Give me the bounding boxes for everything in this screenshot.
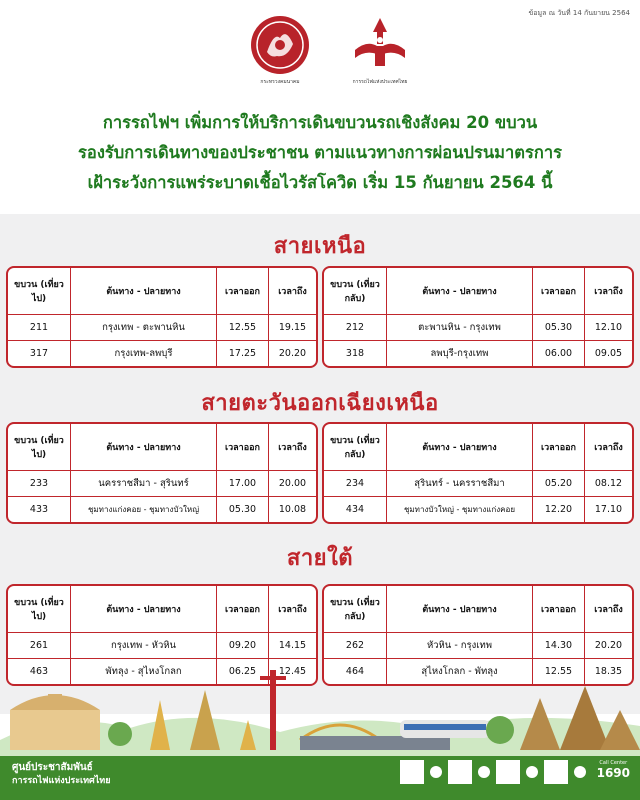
route: กรุงเทพ - หัวหิน <box>70 633 216 658</box>
srt-emblem-icon <box>349 14 411 76</box>
depart-time: 17.25 <box>216 341 268 366</box>
south-return-table <box>322 584 634 686</box>
headline-line-1: การรถไฟฯ เพิ่มการให้บริการเดินขบวนรถเชิงสังคม 20 ขบวน <box>102 113 538 132</box>
arrive-time: 10.08 <box>268 497 316 522</box>
arrive-time: 18.35 <box>584 659 632 684</box>
table-row <box>324 632 632 658</box>
depart-time: 05.30 <box>532 315 584 340</box>
table-header-row <box>8 424 316 470</box>
col-header-route: ต้นทาง - ปลายทาง <box>70 268 216 314</box>
section-title-south: สายใต้ <box>286 546 354 571</box>
north-outbound-table <box>6 266 318 368</box>
twitter-icon[interactable] <box>478 766 490 778</box>
depart-time: 09.20 <box>216 633 268 658</box>
route: พัทลุง - สุไหงโกลก <box>70 659 216 684</box>
qr-code-icon[interactable] <box>496 760 520 784</box>
arrive-time: 14.15 <box>268 633 316 658</box>
col-header-arrive: เวลาถึง <box>584 268 632 314</box>
col-header-depart: เวลาออก <box>532 586 584 632</box>
qr-code-icon[interactable] <box>544 760 568 784</box>
col-header-depart: เวลาออก <box>216 424 268 470</box>
depart-time: 06.00 <box>532 341 584 366</box>
table-row <box>324 470 632 496</box>
table-row <box>324 496 632 522</box>
col-header-train: ขบวน (เที่ยวไป) <box>14 598 64 622</box>
table-row <box>8 340 316 366</box>
route: สุไหงโกลก - พัทลุง <box>386 659 532 684</box>
depart-time: 05.20 <box>532 471 584 496</box>
table-row <box>324 658 632 684</box>
col-header-route: ต้นทาง - ปลายทาง <box>70 424 216 470</box>
footer-subtitle: การรถไฟแห่งประเทศไทย <box>12 776 111 786</box>
app-icon[interactable] <box>400 760 424 784</box>
section-title-north: สายเหนือ <box>273 234 367 259</box>
depart-time: 05.30 <box>216 497 268 522</box>
table-header-row <box>8 268 316 314</box>
table-row <box>324 314 632 340</box>
table-row <box>324 340 632 366</box>
route: หัวหิน - กรุงเทพ <box>386 633 532 658</box>
section-title-northeast: สายตะวันออกเฉียงเหนือ <box>201 391 439 416</box>
col-header-arrive: เวลาถึง <box>268 268 316 314</box>
train-number: 317 <box>29 348 49 359</box>
col-header-route: ต้นทาง - ปลายทาง <box>386 424 532 470</box>
table-row <box>8 632 316 658</box>
srt-caption: การรถไฟแห่งประเทศไทย <box>352 79 408 85</box>
table-row <box>8 470 316 496</box>
train-number: 234 <box>345 478 365 489</box>
table-row <box>8 496 316 522</box>
call-center-label: Call Center <box>599 760 628 766</box>
south-outbound-table <box>6 584 318 686</box>
table-header-row <box>8 586 316 632</box>
ministry-seal-icon <box>249 14 311 76</box>
table-header-row <box>324 424 632 470</box>
northeast-outbound-table <box>6 422 318 524</box>
col-header-arrive: เวลาถึง <box>584 424 632 470</box>
footer-bar <box>0 756 640 800</box>
facebook-icon[interactable] <box>430 766 442 778</box>
col-header-depart: เวลาออก <box>216 586 268 632</box>
ministry-logo <box>240 14 320 86</box>
table-row <box>8 314 316 340</box>
train-number: 318 <box>345 348 365 359</box>
qr-code-icon[interactable] <box>448 760 472 784</box>
depart-time: 17.00 <box>216 471 268 496</box>
col-header-train: ขบวน (เที่ยวไป) <box>14 436 64 460</box>
col-header-depart: เวลาออก <box>532 268 584 314</box>
arrive-time: 20.20 <box>268 341 316 366</box>
arrive-time: 09.05 <box>584 341 632 366</box>
col-header-train: ขบวน (เที่ยวกลับ) <box>330 280 380 304</box>
col-header-train: ขบวน (เที่ยวกลับ) <box>330 598 380 622</box>
train-number: 262 <box>345 640 365 651</box>
arrive-time: 08.12 <box>584 471 632 496</box>
train-number: 233 <box>29 478 49 489</box>
route: สุรินทร์ - นครราชสีมา <box>386 471 532 496</box>
train-number: 464 <box>345 666 365 677</box>
table-header-row <box>324 586 632 632</box>
col-header-route: ต้นทาง - ปลายทาง <box>386 586 532 632</box>
arrive-time: 17.10 <box>584 497 632 522</box>
ministry-caption: กระทรวงคมนาคม <box>260 79 300 85</box>
depart-time: 14.30 <box>532 633 584 658</box>
depart-time: 12.55 <box>532 659 584 684</box>
depart-time: 12.20 <box>532 497 584 522</box>
headline-line-2: รองรับการเดินทางของประชาชน ตามแนวทางการผ่อนปรนมาตรการ <box>78 143 562 162</box>
route: กรุงเทพ - ตะพานหิน <box>70 315 216 340</box>
srt-logo <box>340 14 420 86</box>
call-center <box>597 760 630 780</box>
route: ชุมทางแก่งคอย - ชุมทางบัวใหญ่ <box>70 497 216 522</box>
call-center-number: 1690 <box>596 766 630 780</box>
col-header-train: ขบวน (เที่ยวกลับ) <box>330 436 380 460</box>
train-number: 434 <box>345 504 365 515</box>
headline-line-3: เฝ้าระวังการแพร่ระบาดเชื้อไวรัสโควิด เริ่ม 15 กันยายน 2564 นี้ <box>87 173 553 192</box>
footer-fine-print <box>12 787 13 792</box>
col-header-route: ต้นทาง - ปลายทาง <box>386 268 532 314</box>
northeast-return-table <box>322 422 634 524</box>
table-header-row <box>324 268 632 314</box>
footer-title: ศูนย์ประชาสัมพันธ์ <box>12 762 93 773</box>
web-icon[interactable] <box>574 766 586 778</box>
col-header-route: ต้นทาง - ปลายทาง <box>70 586 216 632</box>
train-number: 212 <box>345 322 365 333</box>
arrive-time: 20.00 <box>268 471 316 496</box>
footer-icons <box>400 760 586 784</box>
table-row <box>8 658 316 684</box>
arrive-time: 19.15 <box>268 315 316 340</box>
route: ชุมทางบัวใหญ่ - ชุมทางแก่งคอย <box>386 497 532 522</box>
arrive-time: 12.45 <box>268 659 316 684</box>
col-header-depart: เวลาออก <box>532 424 584 470</box>
train-number: 433 <box>29 504 49 515</box>
arrive-time: 12.10 <box>584 315 632 340</box>
col-header-arrive: เวลาถึง <box>584 586 632 632</box>
route: กรุงเทพ-ลพบุรี <box>70 341 216 366</box>
logo-bar <box>0 14 640 104</box>
date-note: ข้อมูล ณ วันที่ 14 กันยายน 2564 <box>528 9 630 17</box>
col-header-arrive: เวลาถึง <box>268 424 316 470</box>
depart-time: 12.55 <box>216 315 268 340</box>
north-return-table <box>322 266 634 368</box>
headline <box>0 108 640 198</box>
depart-time: 06.25 <box>216 659 268 684</box>
train-number: 463 <box>29 666 49 677</box>
train-number: 261 <box>29 640 49 651</box>
arrive-time: 20.20 <box>584 633 632 658</box>
train-number: 211 <box>29 322 49 333</box>
col-header-arrive: เวลาถึง <box>268 586 316 632</box>
route: ลพบุรี-กรุงเทพ <box>386 341 532 366</box>
col-header-depart: เวลาออก <box>216 268 268 314</box>
col-header-train: ขบวน (เที่ยวไป) <box>14 280 64 304</box>
line-icon[interactable] <box>526 766 538 778</box>
route: ตะพานหิน - กรุงเทพ <box>386 315 532 340</box>
route: นครราชสีมา - สุรินทร์ <box>70 471 216 496</box>
